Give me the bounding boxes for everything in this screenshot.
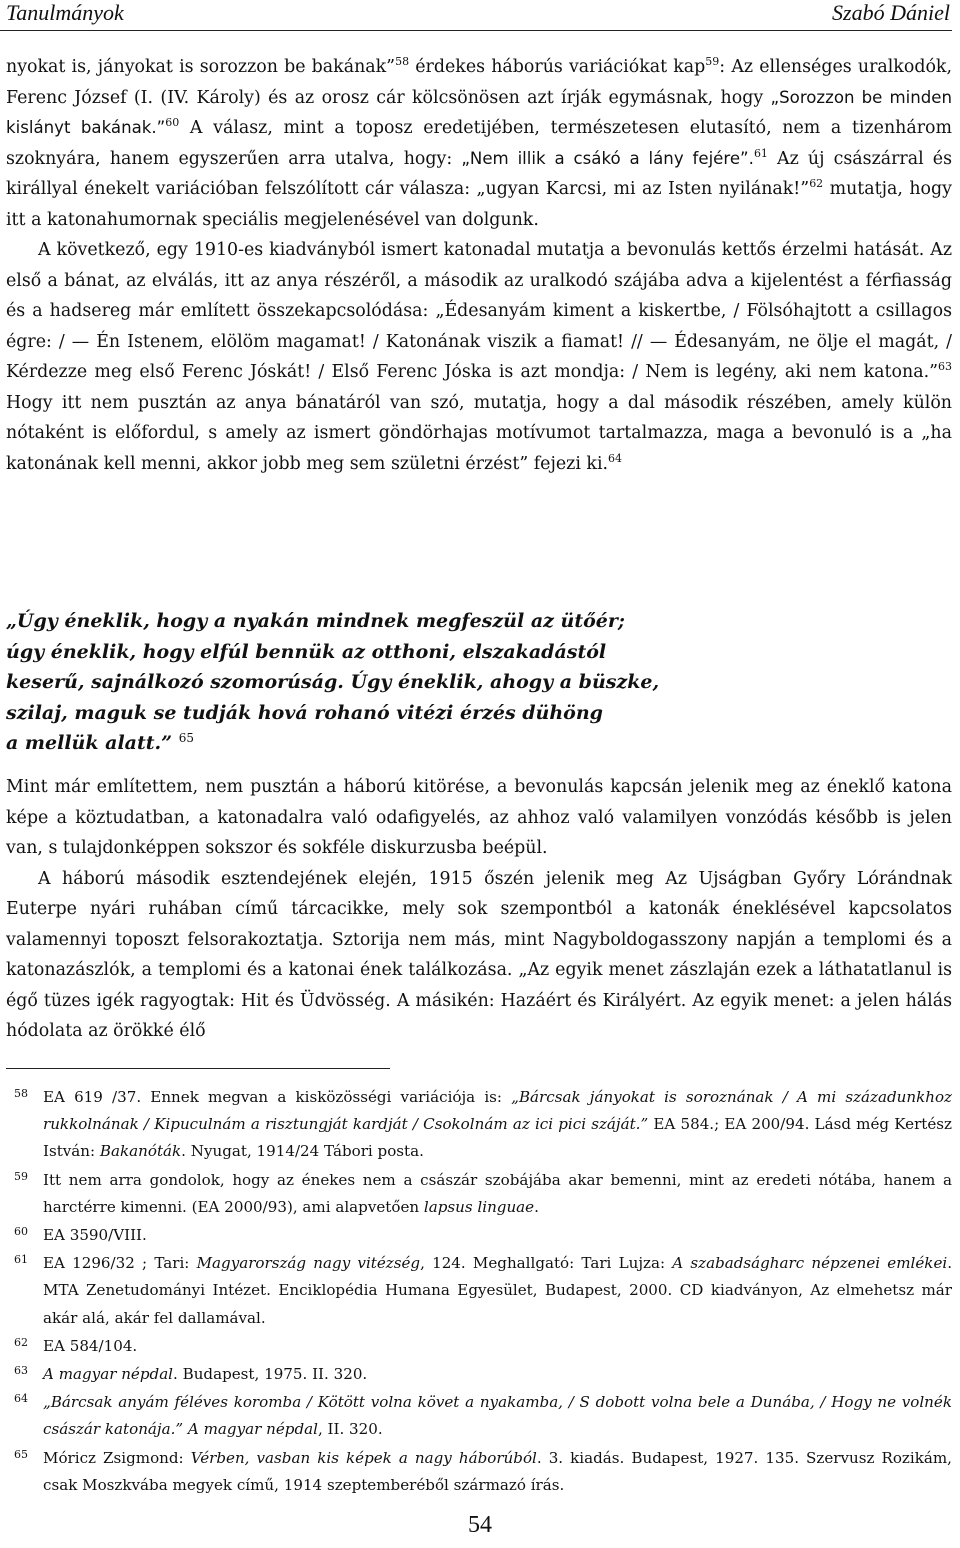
text-run: Az új császárral és királlyal énekelt variációban felszólított cár válasza: „ugyan Karcsi, mi az Isten nyilának!”	[6, 148, 952, 199]
text-run: Móricz Zsigmond:	[43, 1448, 191, 1467]
text-run: A válasz, mint a toposz eredetijében, természetesen elutasító, nem a tizenhárom szoknyára, hanem egyszerűen arra utalva, hogy:	[6, 118, 952, 169]
footnote-65	[6, 1445, 952, 1499]
text-run: érdekes háborús variációkat kap	[409, 57, 706, 77]
text-run: , 124. Meghallgató: Tari Lujza:	[420, 1254, 673, 1273]
italic-run: A szabadságharc népzenei emlékei	[672, 1254, 948, 1273]
text-run: EA 1296/32 ; Tari:	[43, 1254, 197, 1273]
italic-run: Magyarország nagy vitézség	[196, 1254, 421, 1273]
footnote-ref[interactable]: 60	[165, 116, 180, 129]
text-run: Itt nem arra gondolok, hogy az énekes nem a császár szobájába akar bemenni, mint az eredeti nótába, hanem a harctérre kimenni. (EA 2000/93), ami alapvetően	[43, 1170, 952, 1216]
text-run: EA 3590/VIII.	[43, 1226, 147, 1245]
text-run: A következő, egy 1910-es kiadványból ismert katonadal mutatja a bevonulás kettős érzelmi hatását. Az első a bánat, az elválás, itt az anya részéről, a második az uralkodó szájába adva a kijelentést a férfiasság és a hadsereg már említett összekapcsolódása: „Édesanyám kiment a kiskertbe, / Fölsóhajtott a csillagos égre: / — Én Istenem, elölöm magamat! / Katonának viszik a fiamat! // — Édesanyám, ne ölje el magát, / Kérdezze meg első Ferenc Jóskát! / Első Ferenc Jóska is azt mondja: / Nem is legény, aki nem katona.”	[6, 240, 952, 382]
footnote-separator	[6, 1068, 390, 1069]
footnote-ref[interactable]: 58	[395, 55, 410, 68]
section-title: Tanulmányok	[6, 0, 124, 25]
italic-run: „Bárcsak anyám féléves koromba / Kötött volna követ a nyakamba, / S dobott volna bele a Dunába, / Hogy ne volnék császár katonája.” A magyar népdal	[43, 1393, 952, 1439]
italic-run: Vérben, vasban kis képek a nagy háborúból	[190, 1448, 537, 1467]
footnote-number: 65	[14, 1447, 28, 1461]
footnote-number: 63	[14, 1364, 28, 1378]
footnote-62	[6, 1333, 952, 1360]
footnote-number: 60	[14, 1225, 28, 1239]
footnote-59	[6, 1167, 952, 1221]
footnote-number: 58	[14, 1087, 28, 1100]
footnote-60	[6, 1222, 952, 1249]
footnote-ref[interactable]: 61	[753, 146, 768, 160]
text-run: EA 584.; EA 200/94. Lásd még Kertész István:	[43, 1115, 952, 1161]
running-header	[0, 0, 952, 31]
text-run: , II. 320.	[317, 1420, 383, 1439]
quote-line	[6, 728, 806, 759]
footnote-number: 62	[14, 1335, 28, 1349]
text-run: . Nyugat, 1914/24 Tábori posta.	[181, 1142, 424, 1161]
paragraph	[6, 52, 952, 235]
footnote-61	[6, 1250, 952, 1332]
block-quote	[6, 606, 806, 759]
italic-run: „Bárcsak jányokat is soroznának / A mi századunkhoz rukkolnának / Kipuculnám a risztungját kardját / Csokolnám az ici pici száját.”	[43, 1088, 952, 1134]
footnotes	[6, 1084, 952, 1500]
text-run: . 3. kiadás. Budapest, 1927. 135. Szervusz Rozikám, csak Moszkvába megyek című, 1914 szeptemberéből származó írás.	[43, 1448, 952, 1494]
footnote-number: 61	[14, 1253, 28, 1267]
italic-run: lapsus linguae	[423, 1197, 535, 1216]
italic-run: Bakanóták	[99, 1142, 182, 1161]
text-run: Hogy itt nem pusztán az anya bánatáról van szó, mutatja, hogy a dal második részében, amely külön nótaként is előfordul, s amely az ismert göndörhajas motívumot tartalmazza, maga a bevonuló is a „ha katonának kell menni, akkor jobb meg sem születni érzést” fejezi ki.	[6, 392, 952, 474]
footnote-ref[interactable]: 63	[938, 360, 952, 373]
quoted-song-line: „Nem illik a csákó a lány fejére”.	[461, 148, 754, 168]
quoted-song-line: „Sorozzon be minden kislányt bakának.”	[6, 87, 952, 137]
footnote-number: 59	[14, 1169, 28, 1183]
text-run: . Budapest, 1975. II. 320.	[173, 1365, 368, 1384]
quote-line: úgy éneklik, hogy elfúl bennük az otthoni, elszakadástól	[6, 640, 607, 663]
footnote-58	[6, 1084, 952, 1166]
page-number: 54	[468, 1512, 492, 1538]
text-run: EA 584/104.	[43, 1336, 138, 1355]
footnote-ref[interactable]: 62	[809, 177, 824, 190]
text-run: mutatja, hogy itt a katonahumornak speciális megjelenésével van dolgunk.	[6, 179, 952, 230]
quote-line: szilaj, maguk se tudják hová rohanó vitézi érzés dühöng	[6, 701, 603, 724]
text-run: EA 619 /37. Ennek megvan a kisközösségi variációja is:	[43, 1088, 512, 1106]
footnote-63	[6, 1361, 952, 1388]
paragraph: A háború második esztendejének elején, 1915 őszén jelenik meg Az Ujságban Győry Lórándnak Euterpe nyári ruhában című tárcacikke, mely sok szempontból a katonák éneklésével kapcsolatos valamennyi toposzt felsorakoztatja. Sztorija nem más, mint Nagyboldogasszony napján a templomi és a katonazászlók, a templomi és a katonai ének találkozása. „Az egyik menet zászlaján ezek a láthatatlanul is égő tüzes igék ragyogtak: Hit és Üdvösség. A másikén: Hazáért és Királyért. Az egyik menet: a jelen hálás hódolata az örökké élő	[6, 868, 952, 1041]
footnote-64	[6, 1389, 952, 1443]
footnote-ref[interactable]: 59	[705, 55, 720, 68]
quote-line: „Úgy éneklik, hogy a nyakán mindnek megfeszül az ütőér;	[6, 610, 625, 632]
text-run: nyokat is, jányokat is sorozzon be bakának”	[6, 57, 396, 77]
text-run: : Az ellenséges uralkodók, Ferenc József (I. (IV. Károly) és az orosz cár kölcsönösen azt írják egymásnak, hogy	[6, 57, 952, 108]
footnote-number: 64	[14, 1392, 28, 1406]
text-run: .	[534, 1197, 539, 1216]
italic-run: A magyar népdal	[43, 1365, 174, 1384]
body-text-bottom	[6, 772, 952, 1047]
author-name: Szabó Dániel	[832, 0, 950, 25]
text-run: . MTA Zenetudományi Intézet. Enciklopédia Humana Egyesület, Budapest, 2000. CD kiadványon, Az elmehetsz már akár alá, akár fel dallamával.	[43, 1254, 953, 1327]
paragraph	[6, 235, 952, 479]
quote-line: keserű, sajnálkozó szomorúság. Úgy éneklik, ahogy a büszke,	[6, 671, 660, 693]
quote-line-text: a mellük alatt.”	[6, 732, 173, 754]
paragraph: Mint már említettem, nem pusztán a háború kitörése, a bevonulás kapcsán jelenik meg az éneklő katona képe a köztudatban, a katonadalra való odafigyelés, az ahhoz való valamilyen vonzódás később is jelen van, s tulajdonképpen sokszor és sokféle diskurzusba beépül.	[6, 777, 952, 858]
body-text-top	[6, 52, 952, 479]
footnote-ref[interactable]: 65	[178, 731, 194, 745]
footnote-ref[interactable]: 64	[608, 451, 623, 465]
